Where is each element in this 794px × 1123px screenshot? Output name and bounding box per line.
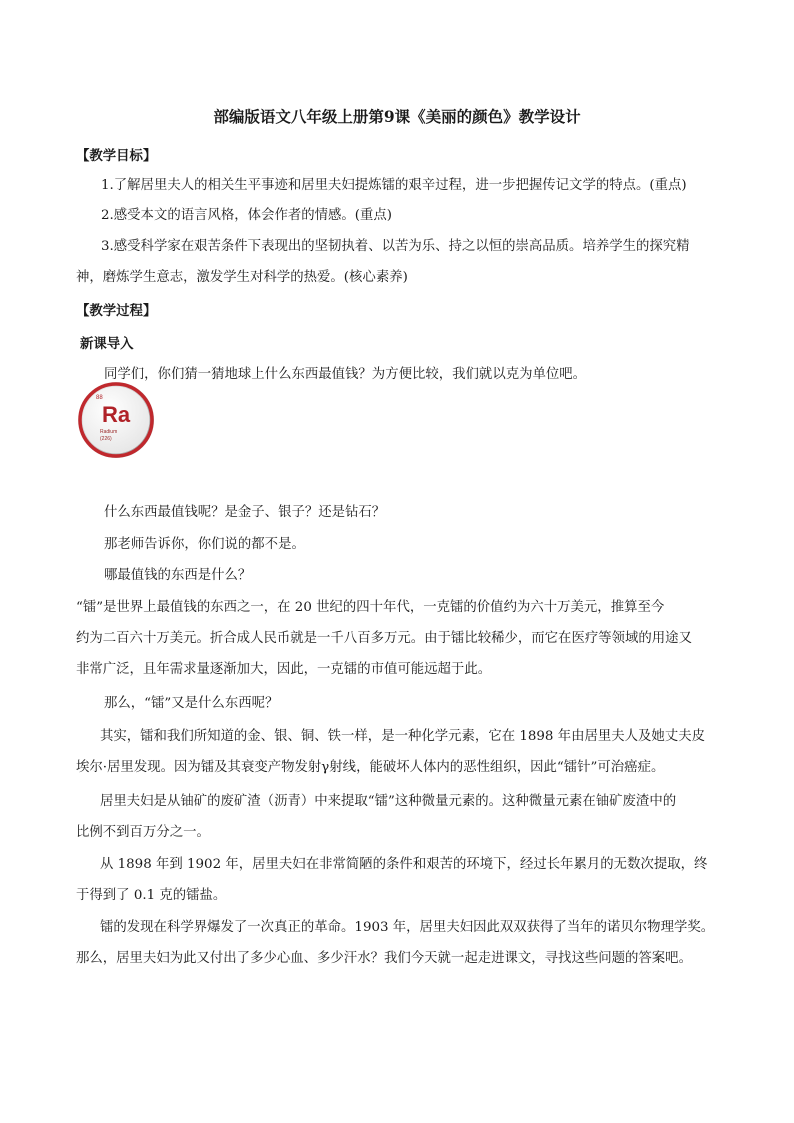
element-name: Radium	[100, 429, 118, 435]
element-symbol: Ra	[101, 402, 131, 427]
radium-element-icon	[76, 380, 156, 460]
paragraph-line: “镭”是世界上最值钱的东西之一，在 20 世纪的四十年代，一克镭的价值约为六十万美元，推算至今	[76, 600, 665, 615]
paragraph-line: 哪最值钱的东西是什么？	[104, 568, 252, 583]
goal-line: 3.感受科学家在艰苦条件下表现出的坚韧执着、以苦为乐、持之以恒的崇高品质。培养学生的探究精	[101, 239, 690, 254]
paragraph-line: 其实，镭和我们所知道的金、银、铜、铁一样，是一种化学元素，它在 1898 年由居里夫人及她丈夫皮	[100, 729, 705, 744]
paragraph-line: 什么东西最值钱呢？是金子、银子？还是钻石？	[104, 505, 386, 520]
goal-line: 神，磨炼学生意志，激发学生对科学的热爱。(核心素养)	[76, 270, 408, 285]
element-number: 88	[96, 395, 103, 401]
paragraph-line: 同学们，你们猜一猜地球上什么东西最值钱？为方便比较，我们就以克为单位吧。	[104, 367, 587, 382]
paragraph-line: 居里夫妇是从铀矿的废矿渣（沥青）中来提取“镭”这种微量元素的。这种微量元素在铀矿废渣中的	[100, 794, 677, 809]
paragraph-line: 约为二百六十万美元。折合成人民币就是一千八百多万元。由于镭比较稀少，而它在医疗等领域的用途又	[76, 631, 692, 646]
paragraph-line: 那么，“镭”又是什么东西呢？	[104, 696, 279, 711]
paragraph-line: 埃尔·居里发现。因为镭及其衰变产物发射γ射线，能破坏人体内的恶性组织，因此“镭针”可治癌症。	[76, 760, 665, 775]
goal-line: 1.了解居里夫人的相关生平事迹和居里夫妇提炼镭的艰辛过程，进一步把握传记文学的特点。(重点)	[101, 178, 687, 193]
process-heading: 【教学过程】	[76, 303, 157, 319]
element-mass: (226)	[100, 436, 112, 442]
paragraph-line: 那老师告诉你，你们说的都不是。	[104, 537, 305, 552]
paragraph-line: 于得到了 0.1 克的镭盐。	[76, 888, 227, 903]
paragraph-line: 那么，居里夫妇为此又付出了多少心血、多少汗水？我们今天就一起走进课文，寻找这些问题的答案吧。	[76, 951, 692, 966]
paragraph-line: 从 1898 年到 1902 年，居里夫妇在非常简陋的条件和艰苦的环境下，经过长年累月的无数次提取，终	[100, 857, 708, 872]
paragraph-line: 非常广泛，且年需求量逐渐加大，因此，一克镭的市值可能远超于此。	[76, 662, 492, 677]
goals-heading: 【教学目标】	[76, 148, 157, 164]
paragraph-line: 比例不到百万分之一。	[76, 825, 210, 840]
goal-line: 2.感受本文的语言风格，体会作者的情感。(重点)	[101, 208, 393, 223]
document-title: 部编版语文八年级上册第9课《美丽的颜色》教学设计	[213, 107, 581, 126]
paragraph-line: 镭的发现在科学界爆发了一次真正的革命。1903 年，居里夫妇因此双双获得了当年的诺贝尔物理学奖。	[100, 920, 715, 935]
intro-heading: 新课导入	[80, 336, 134, 352]
